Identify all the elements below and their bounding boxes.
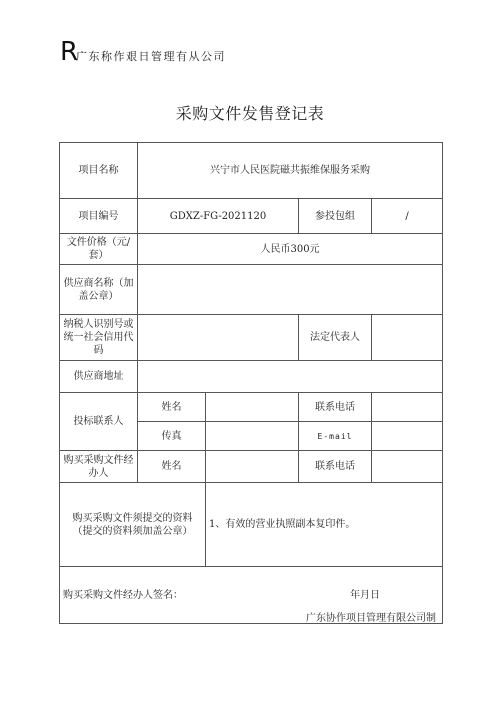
package-label: 参投包组 [299,199,372,234]
legal-rep-field[interactable] [372,315,443,361]
project-name-label: 项目名称 [60,143,138,199]
contact-email-label: E-mail [299,422,372,451]
purchaser-agent-label: 购买采购文件经办人 [60,451,138,483]
row-tax-id [60,315,443,361]
contact-name-label: 姓名 [138,393,206,422]
row-price [60,234,443,265]
legal-rep-label: 法定代表人 [299,315,372,361]
footer-company: 广东协作项目管理有限公司制 [306,613,436,624]
row-supplier-name [60,265,443,315]
signature-label: 购买采购文件经办人签名： [63,589,183,601]
project-no-value: GDXZ-FG-2021120 [138,199,299,234]
row-project-no [60,199,443,234]
agent-phone-label: 联系电话 [299,451,372,483]
contact-fax-label: 传真 [138,422,206,451]
price-value: 人民币300元 [138,234,443,265]
date-label: 年月日 [350,589,381,601]
agent-name-label: 姓名 [138,451,206,483]
row-supplier-address [60,361,443,393]
tax-id-field[interactable] [138,315,299,361]
agent-phone-field[interactable] [372,451,443,483]
row-bid-contact-name [60,393,443,422]
bid-contact-label: 投标联系人 [60,393,138,451]
agent-name-field[interactable] [206,451,299,483]
required-docs-value: 1、有效的营业执照副本复印件。 [206,483,443,567]
price-label: 文件价格（元/套） [60,234,138,265]
contact-fax-field[interactable] [206,422,299,451]
row-required-docs [60,483,443,567]
form-title: 采购文件发售登记表 [175,104,325,123]
supplier-address-field[interactable] [138,361,443,393]
company-name-header: 广东称作艰日管理有从公司 [76,50,226,63]
contact-name-field[interactable] [206,393,299,422]
required-docs-label: 购买采购文件须提交的资料（提交的资料须加盖公章） [60,483,206,567]
supplier-name-field[interactable] [138,265,443,315]
contact-phone-field[interactable] [372,393,443,422]
project-no-label: 项目编号 [60,199,138,234]
supplier-name-label: 供应商名称（加盖公章） [60,265,138,315]
project-name-value: 兴宁市人民医院磁共振维保服务采购 [138,143,443,199]
package-value: / [372,199,443,234]
row-project-name [60,143,443,199]
tax-id-label: 纳税人识别号或统一社会信用代码 [60,315,138,361]
registration-form-table [59,142,443,624]
contact-email-field[interactable] [372,422,443,451]
contact-phone-label: 联系电话 [299,393,372,422]
company-logo-letter: R [60,37,79,67]
row-purchaser-agent [60,451,443,483]
supplier-address-label: 供应商地址 [60,361,138,393]
